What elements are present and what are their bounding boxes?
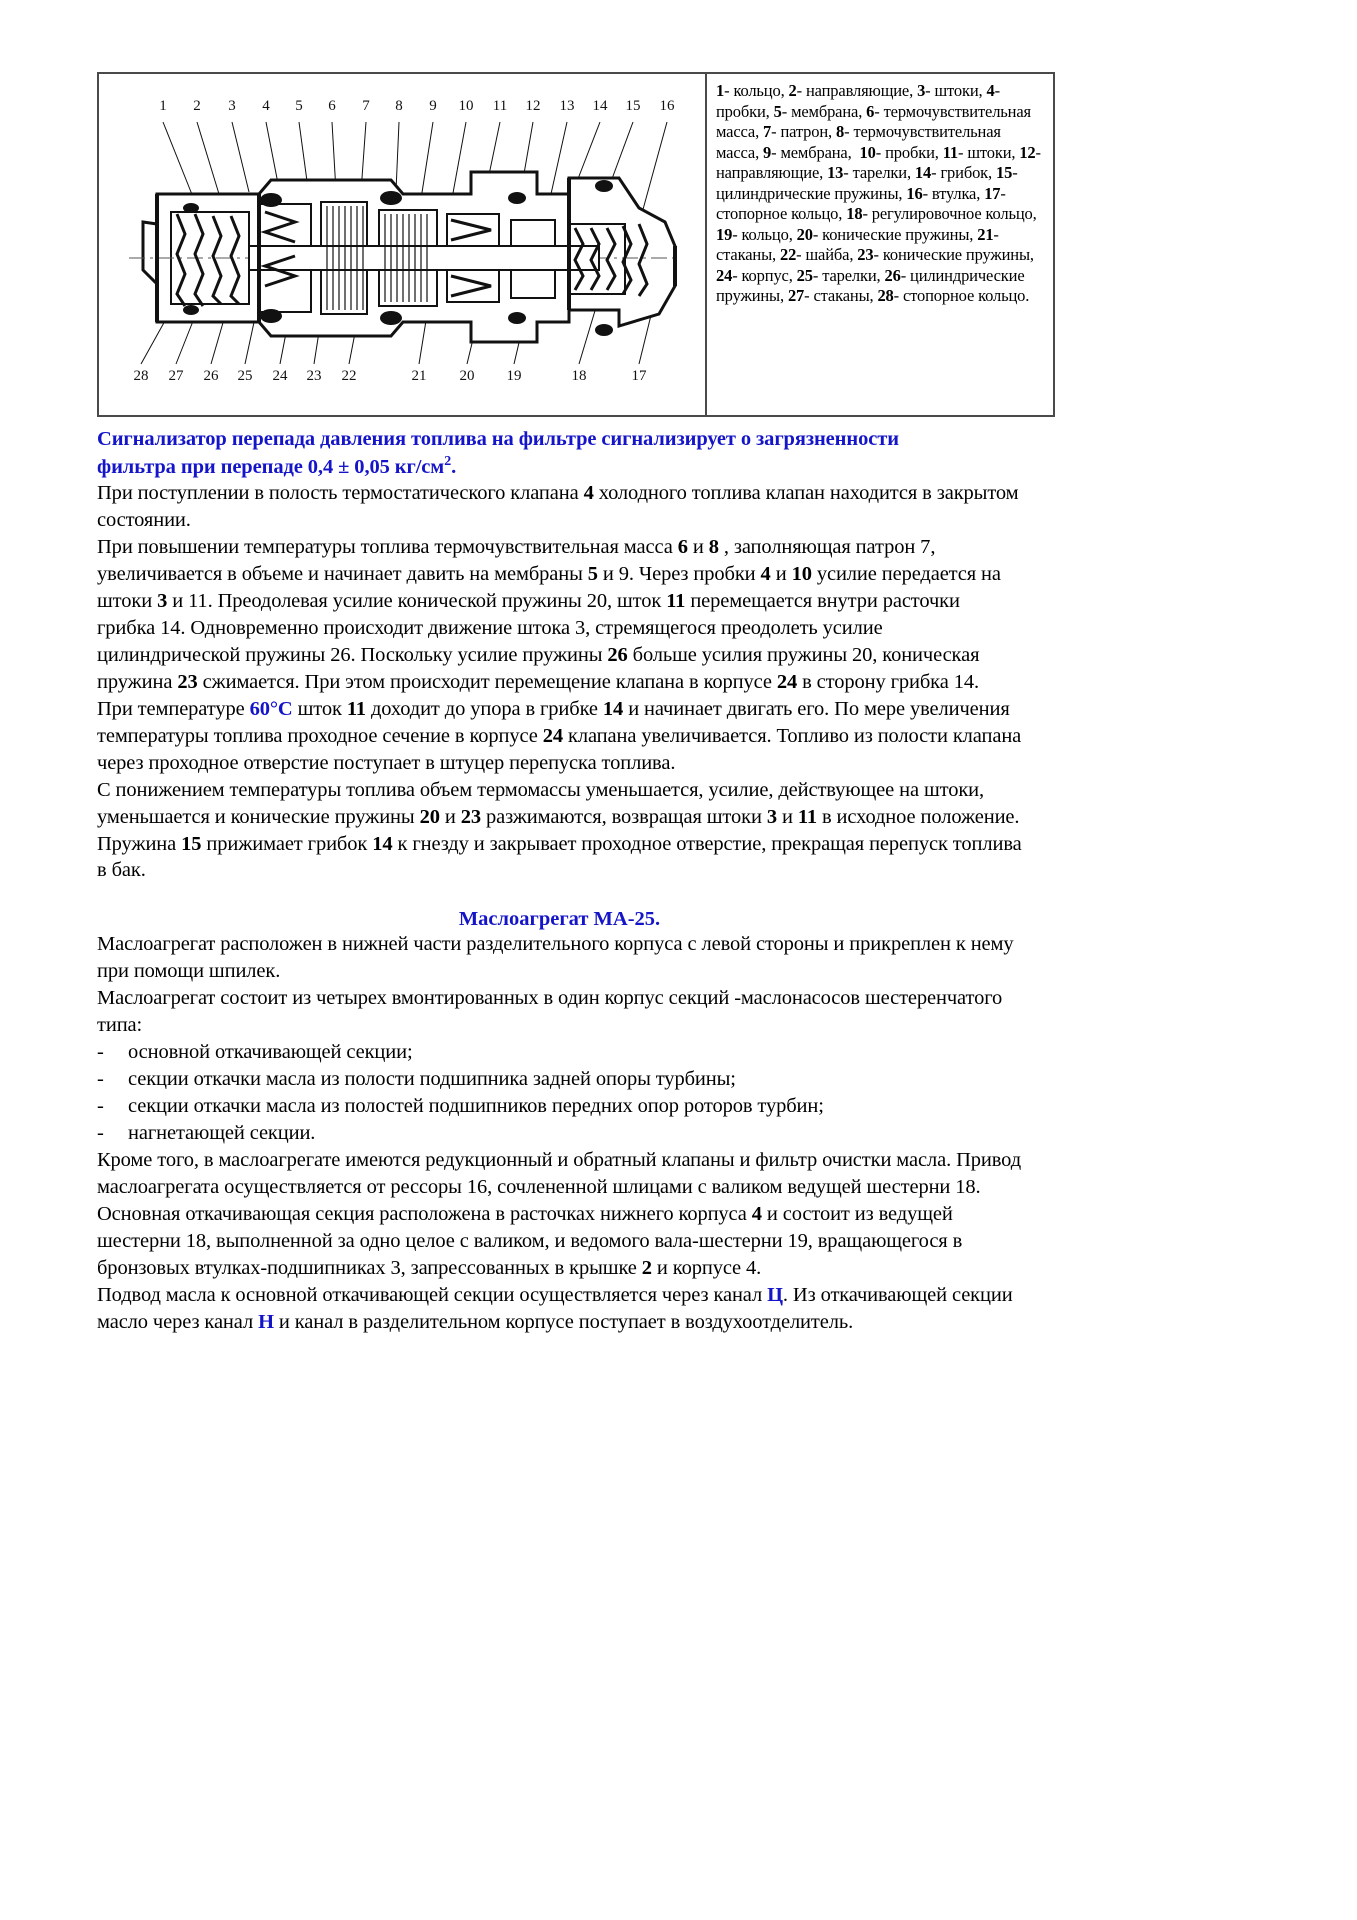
callout-12: 12 xyxy=(525,98,541,114)
legend-item-23-num: 23 xyxy=(857,245,874,265)
paragraph-9-part-a: Подвод масла к основной откачивающей секции осуществляется через канал xyxy=(97,1283,768,1306)
callout-18: 18 xyxy=(571,368,587,384)
callout-5: 5 xyxy=(295,98,303,114)
callout-15: 15 xyxy=(625,98,641,114)
legend-item-28-num: 28 xyxy=(877,286,894,306)
section-title-oil-unit: Маслоагрегат МА-25. xyxy=(458,908,661,931)
legend-item-10-label: пробки xyxy=(885,142,935,162)
legend-item-12-label: направляющие xyxy=(716,163,820,183)
legend-item-3-num: 3 xyxy=(917,81,926,100)
legend-item-26-label: цилиндрические пружины xyxy=(716,265,1025,306)
legend-item-15-label: цилиндрические пружины xyxy=(716,183,899,203)
list-item xyxy=(97,1039,1022,1066)
legend-item-12-num: 12 xyxy=(1019,142,1036,162)
paragraph-9-part-c: и канал в разделительном корпусе поступает в воздухоотделитель. xyxy=(273,1310,854,1333)
legend-item-22-num: 22 xyxy=(779,245,797,265)
paragraph-3-part-a: При температуре xyxy=(97,697,250,720)
legend-item-15-num: 15 xyxy=(996,163,1013,183)
legend-item-14-num: 14 xyxy=(914,163,932,183)
legend-item-11-label: штоки xyxy=(967,142,1012,162)
temperature-number: 60 xyxy=(249,697,270,720)
signal-heading-line2: фильтра при перепаде 0,4 ± 0,05 кг/см xyxy=(97,455,445,478)
callout-20: 20 xyxy=(459,368,475,384)
legend-item-8-num: 8 xyxy=(836,122,845,142)
legend-item-20-label: конические пружины xyxy=(822,224,970,244)
paragraph-2: При повышении температуры топлива термочувствительная масса 6 и 8 , заполняющая патрон 7, увеличивается в объеме и начинает давить на мембраны 5 и 9. Через пробки 4 и 10 усилие передается на штоки 3 и 11. Преодолевая усилие конической пружины 20, шток 11 перемещается внутри расточки грибка 14. Одновременно происходит движение штока 3, стремящегося преодолеть усилие цилиндрической пружины 26. Поскольку усилие пружины 26 больше усилия пружины 20, коническая пружина 23 сжимается. При этом происходит перемещение клапана в корпусе 24 в сторону грибка 14. xyxy=(97,536,1001,693)
legend-item-14-label: грибок xyxy=(940,163,989,183)
figure-block xyxy=(97,72,1055,417)
callout-24: 24 xyxy=(272,368,288,384)
channel-label-ts: Ц xyxy=(767,1283,783,1306)
list-item-label: секции откачки масла из полостей подшипников передних опор роторов турбин; xyxy=(128,1095,824,1118)
paragraph-1: При поступлении в полость термостатического клапана 4 холодного топлива клапан находится в закрытом состоянии. xyxy=(97,482,1019,532)
thermostatic-valve-cross-section-svg xyxy=(99,74,705,415)
legend-item-25-num: 25 xyxy=(796,265,813,285)
legend-item-1-num: 1 xyxy=(716,81,725,100)
paragraph-4: С понижением температуры топлива объем термомассы уменьшается, усилие, действующее на штоки, уменьшается и конические пружины 20 и 23 разжимаются, возвращая штоки 3 и 11 в исходное положение. Пружина 15 прижимает грибок 14 к гнезду и закрывает проходное отверстие, прекращая перепуск топлива в бак. xyxy=(97,778,1022,882)
callout-26: 26 xyxy=(203,368,219,384)
list-item xyxy=(97,1093,1022,1120)
legend-item-16-label: втулка xyxy=(931,183,977,203)
legend-item-4-num: 4 xyxy=(986,81,995,100)
legend-item-7-num: 7 xyxy=(763,122,772,142)
legend-item-5-label: мембрана xyxy=(791,101,859,121)
legend-item-28-label: стопорное кольцо xyxy=(902,286,1026,306)
legend-item-24-num: 24 xyxy=(716,265,733,285)
paragraph-9 xyxy=(97,1282,1022,1336)
paragraph-6: Маслоагрегат состоит из четырех вмонтированных в один корпус секций -маслонасосов шестеренчатого типа: xyxy=(97,987,1003,1037)
legend-item-13-label: тарелки xyxy=(852,163,907,183)
legend-item-6-label: термочувствительная масса xyxy=(716,101,1031,142)
legend-item-17-label: стопорное кольцо xyxy=(716,204,839,224)
list-dash: - xyxy=(97,1095,104,1118)
temperature-value xyxy=(250,698,293,720)
callout-8: 8 xyxy=(395,98,403,114)
callout-22: 22 xyxy=(341,368,357,384)
callout-25: 25 xyxy=(237,368,253,384)
legend-item-16-num: 16 xyxy=(906,183,923,203)
signal-heading-period: . xyxy=(451,455,457,478)
legend-item-6-num: 6 xyxy=(866,101,875,121)
legend-item-19-label: кольцо xyxy=(741,224,789,244)
paragraph-9-part-b: . Из откачивающей секции масло через канал xyxy=(97,1283,1013,1333)
legend-item-9-num: 9 xyxy=(763,142,772,162)
legend-item-26-num: 26 xyxy=(884,265,901,285)
callout-11: 11 xyxy=(492,98,508,114)
callout-3: 3 xyxy=(228,98,236,114)
legend-item-13-num: 13 xyxy=(827,163,844,183)
pump-sections-list xyxy=(97,1039,1022,1147)
callout-10: 10 xyxy=(458,98,474,114)
paragraph-7: Кроме того, в маслоагрегате имеются редукционный и обратный клапаны и фильтр очистки масла. Привод маслоагрегата осуществляется от рессоры 16, сочлененной шлицами с валиком ведущей шестерни 18. xyxy=(97,1149,1022,1198)
callout-16: 16 xyxy=(659,98,675,114)
callout-19: 19 xyxy=(506,368,522,384)
paragraph-5: Маслоагрегат расположен в нижней части разделительного корпуса с левой стороны и прикреплен к нему при помощи шпилек. xyxy=(97,933,1014,983)
callout-1: 1 xyxy=(159,98,167,114)
callout-4: 4 xyxy=(262,98,270,114)
callout-21: 21 xyxy=(411,368,427,384)
legend-item-17-num: 17 xyxy=(984,183,1001,203)
legend-item-7-label: патрон xyxy=(780,122,829,142)
legend-item-18-num: 18 xyxy=(846,204,863,224)
channel-label-n: Н xyxy=(258,1310,274,1333)
legend-item-23-label: конические пружины xyxy=(882,245,1030,265)
legend-item-19-num: 19 xyxy=(716,224,733,244)
list-item xyxy=(97,1066,1022,1093)
list-dash: - xyxy=(97,1041,104,1064)
legend-item-20-num: 20 xyxy=(796,224,813,244)
legend-item-25-label: тарелки xyxy=(822,265,877,285)
legend-item-5-num: 5 xyxy=(773,101,782,121)
callout-27: 27 xyxy=(168,368,184,384)
figure-technical-drawing xyxy=(99,74,707,415)
legend-item-1-label: кольцо xyxy=(733,81,781,100)
legend-item-2-num: 2 xyxy=(788,81,797,100)
legend-item-27-num: 27 xyxy=(787,286,805,306)
callout-2: 2 xyxy=(193,98,201,114)
list-dash: - xyxy=(97,1068,104,1091)
callout-13: 13 xyxy=(559,98,575,114)
legend-item-11-num: 11 xyxy=(942,142,958,162)
signal-heading-line1: Сигнализатор перепада давления топлива на фильтре сигнализирует о загрязненности xyxy=(97,428,899,450)
legend-item-10-num: 10 xyxy=(859,142,876,162)
legend-item-24-label: корпус xyxy=(741,265,789,285)
paragraph-8: Основная откачивающая секция расположена в расточках нижнего корпуса 4 и состоит из ведущей шестерни 18, выполненной за одно целое с валиком, и ведомого вала-шестерни 19, вращающегося в бронзовых втулках-подшипниках 3, запрессованных в крышке 2 и корпусе 4. xyxy=(97,1202,963,1279)
list-item-label: нагнетающей секции. xyxy=(128,1122,316,1145)
legend-item-27-label: стаканы xyxy=(813,286,870,306)
paragraph-3 xyxy=(97,696,1022,777)
legend-item-3-label: штоки xyxy=(934,81,979,100)
legend-item-21-num: 21 xyxy=(977,224,994,244)
signal-heading xyxy=(97,426,1022,480)
legend-item-8-label: термочувствительная масса xyxy=(716,122,1001,162)
legend-item-18-label: регулировочное кольцо xyxy=(871,204,1033,224)
temperature-unit: °С xyxy=(269,697,293,720)
list-item-label: секции откачки масла из полости подшипника задней опоры турбины; xyxy=(128,1068,736,1091)
callout-28: 28 xyxy=(133,368,149,384)
legend-item-21-label: стаканы xyxy=(716,245,773,265)
legend-item-2-label: направляющие xyxy=(805,81,910,100)
callout-14: 14 xyxy=(592,98,608,114)
signal-heading-superscript: 2 xyxy=(444,453,452,469)
callout-17: 17 xyxy=(631,368,647,384)
legend-item-4-label: пробки xyxy=(716,101,766,121)
figure-legend: 1- кольцо, 2- направляющие, 3- штоки, 4- пробки, 5- мембрана, 6- термочувствительная масса, 7- патрон, 8- термочувствительная масса, 9- мембрана, 10- пробки, 11- штоки, 12- направляющие, 13- тарелки, 14- грибок, 15- цилиндрические пружины, 16- втулка, 17- стопорное кольцо, 18- регулировочное кольцо, 19- кольцо, 20- конические пружины, 21- стаканы, 22- шайба, 23- конические пружины, 24- корпус, 25- тарелки, 26- цилиндрические пружины, 27- стаканы, 28- стопорное кольцо. xyxy=(716,81,1041,306)
paragraph-3-part-b: шток 11 доходит до упора в грибке 14 и начинает двигать его. По мере увеличения температуры топлива проходное сечение в корпусе 24 клапана увеличивается. Топливо из полости клапана через проходное отверстие поступает в штуцер перепуска топлива. xyxy=(97,697,1022,774)
list-dash: - xyxy=(97,1122,104,1145)
callout-6: 6 xyxy=(328,98,336,114)
callout-9: 9 xyxy=(429,98,437,114)
callout-7: 7 xyxy=(362,98,370,114)
callout-23: 23 xyxy=(306,368,322,384)
list-item-label: основной откачивающей секции; xyxy=(128,1041,413,1064)
list-item xyxy=(97,1120,1022,1147)
legend-item-22-label: шайба xyxy=(805,245,850,265)
legend-item-9-label: мембрана xyxy=(780,142,848,162)
